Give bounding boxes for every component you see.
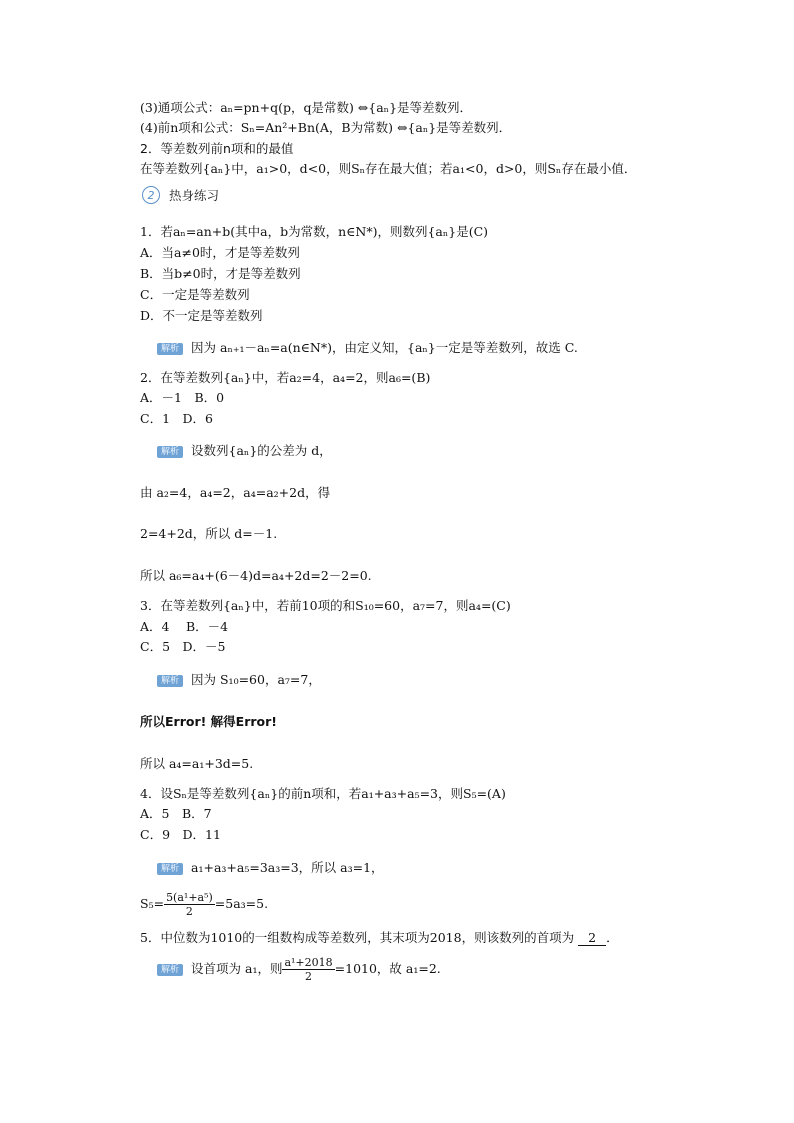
q5-fraction bbox=[282, 956, 334, 983]
q3-solution-step-2: 所以 a₄=a₁+3d=5. bbox=[140, 756, 254, 771]
q5-solution-pre: 设首项为 a₁，则 bbox=[191, 961, 283, 976]
q1-solution bbox=[157, 340, 578, 356]
q2-solution-step-3: 所以 a₆=a₄+(6－4)d=a₄+2d=2－2=0. bbox=[140, 568, 372, 583]
q5-fraction-numerator: a¹+2018 bbox=[284, 956, 333, 969]
q4-solution-text: a₁+a₃+a₅=3a₃=3，所以 a₃=1， bbox=[191, 860, 384, 875]
number-two-icon: 2 bbox=[142, 186, 160, 204]
q1-solution-text: 因为 aₙ₊₁－aₙ=a(n∈N*)，由定义知，{aₙ}一定是等差数列，故选 C. bbox=[191, 340, 578, 355]
q2-solution-step-2: 2=4+2d，所以 d=－1. bbox=[140, 526, 278, 541]
q1-stem: 1．若aₙ=an+b(其中a，b为常数，n∈N*)，则数列{aₙ}是(C) bbox=[140, 224, 489, 239]
formula-general-term: (3)通项公式：aₙ=pn+q(p，q是常数) ⇔{aₙ}是等差数列． bbox=[140, 100, 473, 115]
analysis-tag: 解析 bbox=[157, 675, 183, 687]
q5-fraction-denominator: 2 bbox=[305, 970, 313, 983]
q4-options-cd: C．9 D．11 bbox=[140, 827, 221, 842]
q4-options-ab: A．5 B．7 bbox=[140, 806, 212, 821]
q3-solution bbox=[157, 672, 321, 688]
q4-stem: 4．设Sₙ是等差数列{aₙ}的前n项和，若a₁+a₃+a₅=3，则S₅=(A) bbox=[140, 786, 506, 801]
q4-fraction-numerator: 5(a¹+a⁵) bbox=[166, 891, 213, 904]
q4-solution-step-1 bbox=[140, 890, 268, 918]
q2-options-cd: C．1 D．6 bbox=[140, 411, 213, 426]
analysis-tag: 解析 bbox=[157, 863, 183, 875]
q5-answer-blank: 2 bbox=[578, 931, 606, 946]
q2-stem: 2．在等差数列{aₙ}中，若a₂=4，a₄=2，则a₆=(B) bbox=[140, 370, 431, 385]
q4-fraction bbox=[164, 891, 215, 918]
q1-option-a: A．当a≠0时，才是等差数列 bbox=[140, 245, 300, 260]
q4-s5-lhs: S₅= bbox=[140, 896, 165, 911]
q5-stem-end: ． bbox=[606, 930, 619, 945]
q4-fraction-denominator: 2 bbox=[185, 905, 193, 918]
q5-solution-post: =1010，故 a₁=2. bbox=[334, 961, 441, 976]
q2-options-ab: A．－1 B．0 bbox=[140, 390, 225, 405]
q5-stem bbox=[140, 930, 619, 946]
q3-options-cd: C．5 D．－5 bbox=[140, 639, 226, 654]
q3-solution-step-1: 所以Error! 解得Error! bbox=[140, 714, 277, 729]
q5-stem-text: 5．中位数为1010的一组数构成等差数列，其末项为2018，则该数列的首项为 bbox=[140, 930, 575, 945]
q1-option-d: D．不一定是等差数列 bbox=[140, 308, 263, 323]
formula-sum: (4)前n项和公式：Sₙ=An²+Bn(A，B为常数) ⇔{aₙ}是等差数列． bbox=[140, 120, 512, 135]
q4-s5-rhs: =5a₃=5. bbox=[214, 896, 269, 911]
q3-stem: 3．在等差数列{aₙ}中，若前10项的和S₁₀=60，a₇=7，则a₄=(C) bbox=[140, 598, 511, 613]
q4-solution bbox=[157, 860, 384, 876]
q3-options-ab: A．4 B．－4 bbox=[140, 619, 229, 634]
warmup-heading bbox=[142, 186, 219, 204]
section-heading-extrema: 2．等差数列前n项和的最值 bbox=[140, 141, 294, 156]
q1-option-b: B．当b≠0时，才是等差数列 bbox=[140, 266, 301, 281]
warmup-title: 热身练习 bbox=[169, 188, 220, 203]
analysis-tag: 解析 bbox=[157, 343, 183, 355]
extrema-statement: 在等差数列{aₙ}中，a₁>0，d<0，则Sₙ存在最大值；若a₁<0，d>0，则Sₙ存在最小值． bbox=[140, 161, 637, 176]
q3-solution-text: 因为 S₁₀=60，a₇=7， bbox=[191, 672, 321, 687]
q2-solution-text: 设数列{aₙ}的公差为 d， bbox=[191, 443, 332, 458]
q5-solution bbox=[157, 955, 441, 983]
q2-solution bbox=[157, 443, 332, 459]
q2-solution-step-1: 由 a₂=4，a₄=2，a₄=a₂+2d，得 bbox=[140, 485, 331, 500]
analysis-tag: 解析 bbox=[157, 964, 183, 976]
q1-option-c: C．一定是等差数列 bbox=[140, 287, 250, 302]
analysis-tag: 解析 bbox=[157, 446, 183, 458]
